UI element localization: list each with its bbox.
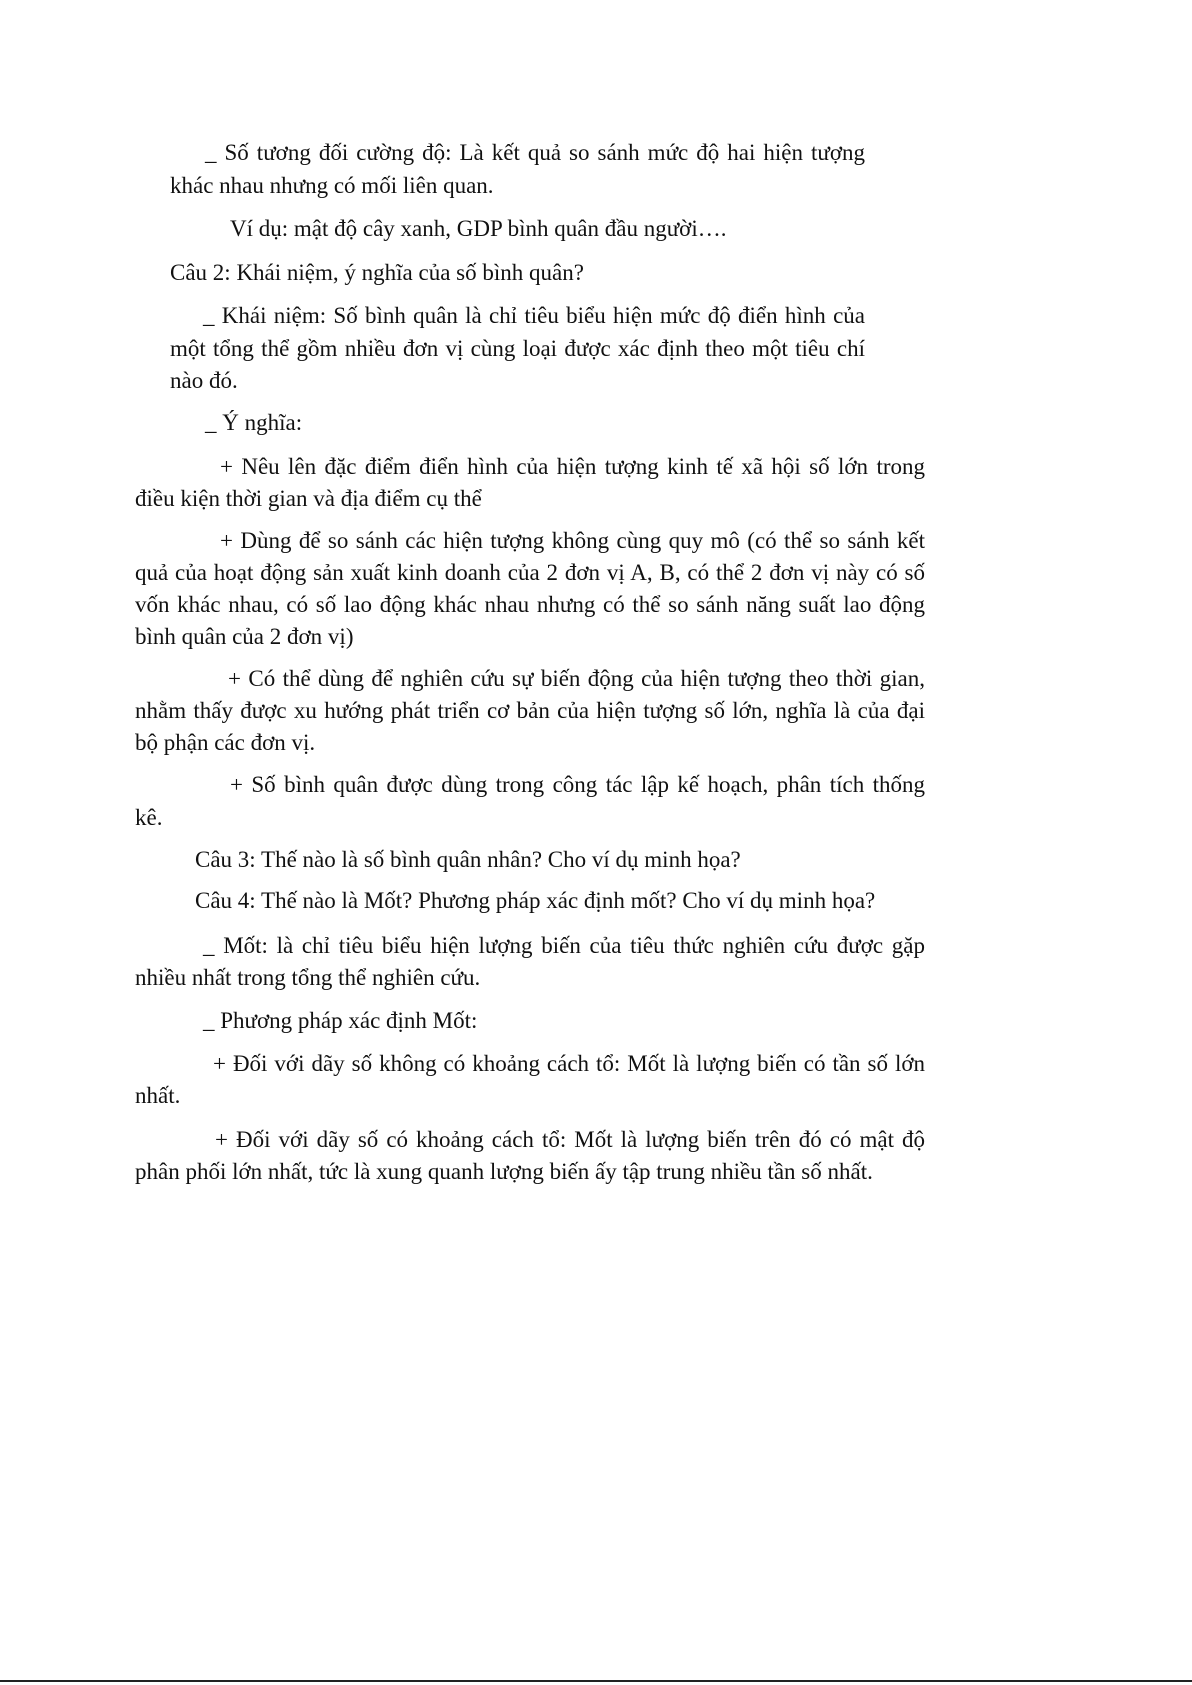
- text-line: _ Mốt: là chỉ tiêu biểu hiện lượng biến của tiêu thức nghiên cứu được gặp: [203, 933, 925, 958]
- section-heading: Câu 4: Thế nào là Mốt? Phương pháp xác định mốt? Cho ví dụ minh họa?: [195, 888, 876, 913]
- text-line: + Đối với dãy số có khoảng cách tổ: Mốt là lượng biến trên đó có mật độ: [215, 1127, 925, 1152]
- section-heading: Câu 2: Khái niệm, ý nghĩa của số bình quân?: [170, 260, 584, 285]
- text-line: Ví dụ: mật độ cây xanh, GDP bình quân đầu người….: [230, 216, 727, 241]
- text-line: khác nhau nhưng có mối liên quan.: [170, 173, 494, 198]
- text-line: nhằm thấy được xu hướng phát triển cơ bản của hiện tượng số lớn, nghĩa là của đại: [135, 698, 925, 723]
- text-line: một tổng thể gồm nhiều đơn vị cùng loại được xác định theo một tiêu chí: [170, 336, 865, 361]
- text-line: + Đối với dãy số không có khoảng cách tổ: Mốt là lượng biến có tần số lớn: [213, 1051, 925, 1076]
- section-heading: Câu 3: Thế nào là số bình quân nhân? Cho ví dụ minh họa?: [195, 847, 741, 872]
- text-line: nào đó.: [170, 368, 238, 393]
- text-line: nhất.: [135, 1083, 181, 1108]
- text-line: bộ phận các đơn vị.: [135, 730, 316, 755]
- text-line: quả của hoạt động sản xuất kinh doanh của 2 đơn vị A, B, có thể 2 đơn vị này có số: [135, 560, 925, 585]
- text-line: + Có thể dùng để nghiên cứu sự biến động của hiện tượng theo thời gian,: [228, 666, 925, 691]
- text-line: kê.: [135, 805, 163, 830]
- text-line: bình quân của 2 đơn vị): [135, 624, 354, 649]
- text-line: phân phối lớn nhất, tức là xung quanh lượng biến ấy tập trung nhiều tần số nhất.: [135, 1159, 873, 1184]
- text-line: điều kiện thời gian và địa điểm cụ thể: [135, 486, 482, 511]
- text-line: _ Phương pháp xác định Mốt:: [203, 1008, 478, 1033]
- page-bottom-divider: [0, 1680, 1192, 1682]
- text-line: _ Số tương đối cường độ: Là kết quả so sánh mức độ hai hiện tượng: [205, 140, 865, 165]
- text-line: vốn khác nhau, có số lao động khác nhau nhưng có thể so sánh năng suất lao động: [135, 592, 925, 617]
- text-line: + Nêu lên đặc điểm điển hình của hiện tượng kinh tế xã hội số lớn trong: [220, 454, 925, 479]
- text-line: + Dùng để so sánh các hiện tượng không cùng quy mô (có thể so sánh kết: [220, 528, 925, 553]
- text-line: nhiều nhất trong tổng thể nghiên cứu.: [135, 965, 481, 990]
- text-line: _ Khái niệm: Số bình quân là chỉ tiêu biểu hiện mức độ điển hình của: [203, 303, 865, 328]
- text-line: + Số bình quân được dùng trong công tác lập kế hoạch, phân tích thống: [230, 772, 925, 797]
- text-line: _ Ý nghĩa:: [205, 410, 303, 435]
